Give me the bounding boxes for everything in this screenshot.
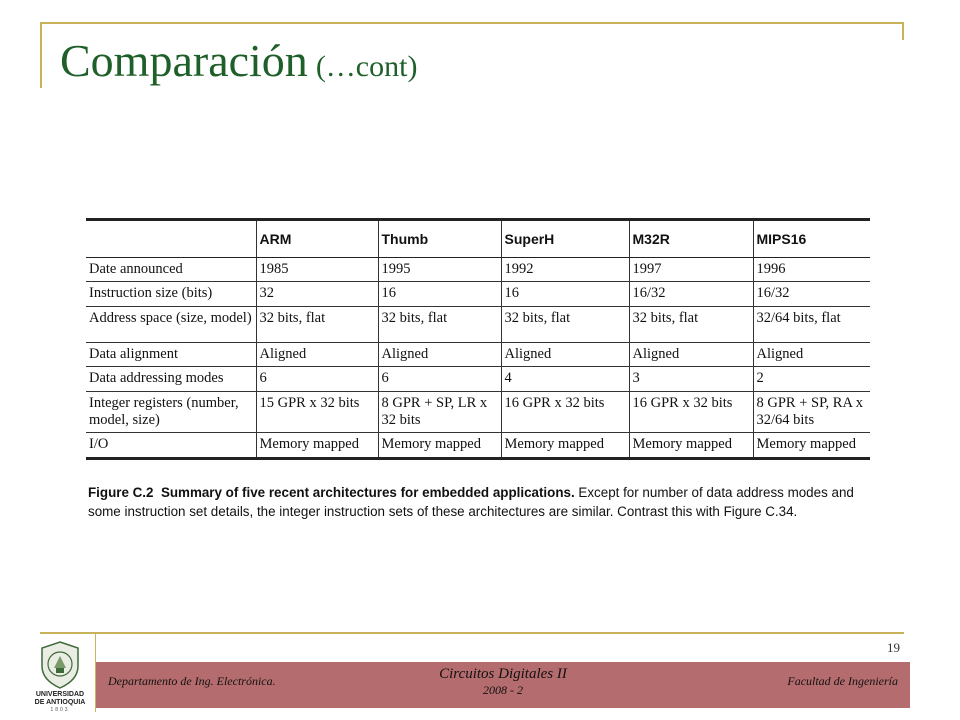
table-cell: 4 [501, 367, 629, 391]
table-cell: 1997 [629, 258, 753, 282]
university-logo [32, 640, 88, 712]
table-cell: Data alignment [86, 342, 256, 366]
table-cell: 16 GPR x 32 bits [501, 391, 629, 433]
table-cell: 32 [256, 282, 378, 306]
logo-text-line2: DE ANTIOQUIA [34, 699, 86, 706]
table-cell: 32 bits, flat [501, 306, 629, 342]
footer-course-title: Circuitos Digitales II [439, 666, 567, 682]
slide-title-suffix: (…cont) [315, 50, 418, 83]
table-cell: Memory mapped [378, 433, 501, 458]
table-row [86, 258, 870, 282]
table-row [86, 433, 870, 458]
frame-left-line [40, 22, 42, 88]
caption-bold-text: Summary of five recent architectures for embedded applications. [160, 485, 575, 500]
table-cell: 16/32 [753, 282, 870, 306]
table-cell: 16 [501, 282, 629, 306]
table-cell: Memory mapped [256, 433, 378, 458]
footer-faculty: Facultad de Ingeniería [787, 674, 898, 688]
table-cell: Integer registers (number, model, size) [86, 391, 256, 433]
table-cell: I/O [86, 433, 256, 458]
logo-text-line1: UNIVERSIDAD [35, 691, 85, 698]
figure-caption [88, 483, 878, 521]
table-cell: Aligned [753, 342, 870, 366]
slide-title [60, 35, 418, 86]
footer-department: Departamento de Ing. Electrónica. [108, 674, 276, 688]
table-cell: 1985 [256, 258, 378, 282]
table-cell: Memory mapped [753, 433, 870, 458]
table-row [86, 306, 870, 342]
table-cell: Memory mapped [629, 433, 753, 458]
table-header-cell: MIPS16 [753, 220, 870, 258]
table-cell: 6 [378, 367, 501, 391]
table-cell: 8 GPR + SP, RA x 32/64 bits [753, 391, 870, 433]
table-cell: 1996 [753, 258, 870, 282]
table-header-cell: Thumb [378, 220, 501, 258]
table-header-cell: M32R [629, 220, 753, 258]
page-number: 19 [887, 640, 900, 655]
table-cell: 32 bits, flat [629, 306, 753, 342]
table-cell: Address space (size, model) [86, 306, 256, 342]
footer-bar [96, 662, 910, 708]
table-row [86, 367, 870, 391]
footer-divider-line [40, 632, 904, 634]
table-row [86, 282, 870, 306]
footer-course-term: 2008 - 2 [483, 683, 523, 697]
table-cell: Data addressing modes [86, 367, 256, 391]
table-cell: 16 GPR x 32 bits [629, 391, 753, 433]
table-cell: 6 [256, 367, 378, 391]
table-cell: 32/64 bits, flat [753, 306, 870, 342]
table-cell: Date announced [86, 258, 256, 282]
table-cell: 32 bits, flat [256, 306, 378, 342]
caption-text: Except for number of data address modes and some instruction set details, the integer instruction sets of these architectures are similar. Contrast this with Figure C.34. [88, 485, 854, 519]
table-cell: 3 [629, 367, 753, 391]
table-header-cell [86, 220, 256, 258]
table-cell: 16/32 [629, 282, 753, 306]
logo-text-line3: 1803 [50, 707, 70, 712]
table-cell: 2 [753, 367, 870, 391]
table-row [86, 342, 870, 366]
table-cell: Aligned [501, 342, 629, 366]
table-cell: Instruction size (bits) [86, 282, 256, 306]
frame-right-line [902, 22, 904, 40]
table-cell: Aligned [256, 342, 378, 366]
caption-label: Figure C.2 [88, 485, 154, 500]
seal-icon [42, 642, 78, 688]
table-header-cell: SuperH [501, 220, 629, 258]
table-header-row [86, 220, 870, 258]
architecture-comparison-table [86, 218, 870, 460]
table-cell: Memory mapped [501, 433, 629, 458]
table-cell: 1995 [378, 258, 501, 282]
table-cell: 8 GPR + SP, LR x 32 bits [378, 391, 501, 433]
table-cell: Aligned [378, 342, 501, 366]
table-header-cell: ARM [256, 220, 378, 258]
table-cell: 15 GPR x 32 bits [256, 391, 378, 433]
table-cell: 32 bits, flat [378, 306, 501, 342]
table-cell: Aligned [629, 342, 753, 366]
table-cell: 16 [378, 282, 501, 306]
frame-top-line [40, 22, 904, 24]
table-cell: 1992 [501, 258, 629, 282]
table-row [86, 391, 870, 433]
slide-title-main: Comparación [60, 35, 308, 86]
